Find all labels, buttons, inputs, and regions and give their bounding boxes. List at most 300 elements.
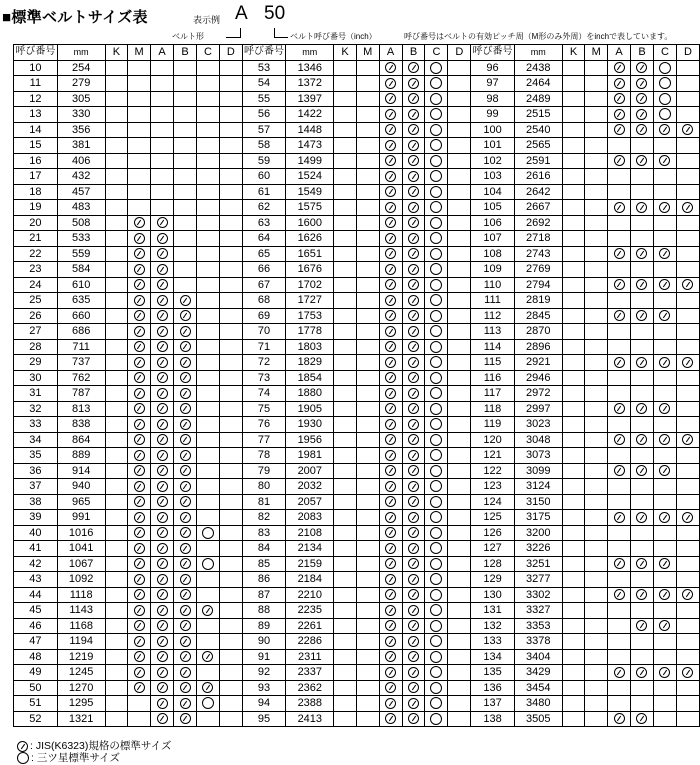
jis-standard-icon xyxy=(157,326,168,337)
jis-standard-icon xyxy=(659,403,670,414)
jis-standard-icon xyxy=(157,233,168,244)
length-mm-cell: 2667 xyxy=(514,200,562,216)
size-a-cell xyxy=(608,572,631,588)
mitsuboshi-standard-icon xyxy=(430,697,442,709)
length-mm-cell: 940 xyxy=(57,479,105,495)
size-c-cell xyxy=(653,169,676,185)
size-c-cell xyxy=(196,401,219,417)
size-d-cell xyxy=(448,169,471,185)
length-mm-cell: 381 xyxy=(57,138,105,154)
jis-standard-icon xyxy=(614,713,625,724)
size-b-cell xyxy=(631,107,654,123)
mitsuboshi-standard-icon xyxy=(659,77,671,89)
size-k-cell xyxy=(105,494,128,510)
size-m-cell xyxy=(585,107,608,123)
belt-size-table xyxy=(13,44,700,727)
length-mm-cell: 508 xyxy=(57,215,105,231)
belt-number-cell: 48 xyxy=(14,649,58,665)
size-d-cell xyxy=(448,122,471,138)
size-d-cell xyxy=(220,169,243,185)
size-m-cell xyxy=(585,262,608,278)
jis-standard-icon xyxy=(385,450,396,461)
jis-standard-icon xyxy=(385,620,396,631)
length-mm-cell: 2134 xyxy=(286,541,334,557)
size-b-cell xyxy=(174,587,197,603)
size-c-cell xyxy=(196,479,219,495)
legend-jis: : JIS(K6323)規格の標準サイズ xyxy=(17,738,172,753)
belt-number-cell: 66 xyxy=(242,262,286,278)
jis-standard-icon xyxy=(636,109,647,120)
size-c-cell xyxy=(425,122,448,138)
size-m-cell xyxy=(356,510,379,526)
size-m-cell xyxy=(128,355,151,371)
belt-number-cell: 17 xyxy=(14,169,58,185)
mitsuboshi-standard-icon xyxy=(430,294,442,306)
length-mm-cell: 2997 xyxy=(514,401,562,417)
size-d-cell xyxy=(448,541,471,557)
jis-standard-icon xyxy=(659,558,670,569)
leader-line xyxy=(274,37,288,38)
size-d-cell xyxy=(448,324,471,340)
jis-standard-icon xyxy=(157,450,168,461)
size-a-cell xyxy=(608,308,631,324)
mitsuboshi-standard-icon xyxy=(430,62,442,74)
mitsuboshi-standard-icon xyxy=(430,139,442,151)
col-header-b: B xyxy=(631,45,654,61)
size-a-cell xyxy=(608,370,631,386)
length-mm-cell: 3302 xyxy=(514,587,562,603)
mitsuboshi-standard-icon xyxy=(430,232,442,244)
size-a-cell xyxy=(151,215,174,231)
size-b-cell xyxy=(631,494,654,510)
length-mm-cell: 1956 xyxy=(286,432,334,448)
size-c-cell xyxy=(196,91,219,107)
jis-standard-icon xyxy=(636,248,647,259)
size-c-cell xyxy=(425,324,448,340)
jis-standard-icon xyxy=(134,310,145,321)
size-c-cell xyxy=(196,541,219,557)
jis-standard-icon xyxy=(636,713,647,724)
jis-standard-icon xyxy=(180,465,191,476)
size-a-cell xyxy=(379,262,402,278)
size-c-cell xyxy=(196,355,219,371)
jis-standard-icon xyxy=(180,403,191,414)
belt-number-cell: 37 xyxy=(14,479,58,495)
length-mm-cell: 2184 xyxy=(286,572,334,588)
size-m-cell xyxy=(585,200,608,216)
size-c-cell xyxy=(196,76,219,92)
size-m-cell xyxy=(585,76,608,92)
size-c-cell xyxy=(196,386,219,402)
length-mm-cell: 584 xyxy=(57,262,105,278)
size-k-cell xyxy=(105,76,128,92)
size-a-cell xyxy=(608,541,631,557)
length-mm-cell: 2108 xyxy=(286,525,334,541)
size-c-cell xyxy=(425,711,448,727)
size-b-cell xyxy=(174,572,197,588)
belt-number-cell: 34 xyxy=(14,432,58,448)
mitsuboshi-standard-icon xyxy=(430,542,442,554)
mitsuboshi-standard-icon xyxy=(202,697,214,709)
belt-number-cell: 42 xyxy=(14,556,58,572)
size-b-cell xyxy=(402,541,425,557)
size-k-cell xyxy=(562,401,585,417)
size-m-cell xyxy=(356,618,379,634)
size-a-cell xyxy=(151,510,174,526)
jis-standard-icon xyxy=(682,434,693,445)
size-m-cell xyxy=(585,587,608,603)
size-d-cell xyxy=(448,711,471,727)
size-k-cell xyxy=(105,680,128,696)
size-a-cell xyxy=(608,184,631,200)
size-b-cell xyxy=(402,91,425,107)
belt-number-cell: 103 xyxy=(471,169,515,185)
size-k-cell xyxy=(105,572,128,588)
table-row xyxy=(14,603,700,619)
length-mm-cell: 3404 xyxy=(514,649,562,665)
size-d-cell xyxy=(220,153,243,169)
size-d-cell xyxy=(448,463,471,479)
length-mm-cell: 1397 xyxy=(286,91,334,107)
size-b-cell xyxy=(174,107,197,123)
size-a-cell xyxy=(379,696,402,712)
size-c-cell xyxy=(653,711,676,727)
size-k-cell xyxy=(334,587,357,603)
jis-standard-icon xyxy=(385,78,396,89)
size-k-cell xyxy=(334,76,357,92)
jis-standard-icon xyxy=(408,295,419,306)
size-b-cell xyxy=(631,696,654,712)
size-a-cell xyxy=(151,293,174,309)
jis-standard-icon xyxy=(385,574,396,585)
size-a-cell xyxy=(608,200,631,216)
size-c-cell xyxy=(425,153,448,169)
size-d-cell xyxy=(448,494,471,510)
size-k-cell xyxy=(105,60,128,76)
length-mm-cell: 3099 xyxy=(514,463,562,479)
jis-standard-icon xyxy=(180,496,191,507)
size-a-cell xyxy=(151,541,174,557)
size-c-cell xyxy=(196,107,219,123)
table-row xyxy=(14,665,700,681)
belt-number-cell: 111 xyxy=(471,293,515,309)
size-d-cell xyxy=(448,308,471,324)
size-d-cell xyxy=(676,572,699,588)
size-m-cell xyxy=(128,231,151,247)
belt-number-cell: 65 xyxy=(242,246,286,262)
size-c-cell xyxy=(425,479,448,495)
size-a-cell xyxy=(608,277,631,293)
example-belt-type: A xyxy=(235,3,248,24)
size-a-cell xyxy=(151,618,174,634)
size-m-cell xyxy=(128,401,151,417)
jis-standard-icon xyxy=(408,496,419,507)
length-mm-cell: 1575 xyxy=(286,200,334,216)
length-mm-cell: 1499 xyxy=(286,153,334,169)
size-m-cell xyxy=(585,277,608,293)
size-b-cell xyxy=(631,370,654,386)
belt-number-cell: 22 xyxy=(14,246,58,262)
jis-standard-icon xyxy=(385,434,396,445)
jis-standard-icon xyxy=(614,403,625,414)
length-mm-cell: 2362 xyxy=(286,680,334,696)
size-a-cell xyxy=(608,153,631,169)
size-a-cell xyxy=(608,603,631,619)
size-m-cell xyxy=(356,494,379,510)
length-mm-cell: 737 xyxy=(57,355,105,371)
size-c-cell xyxy=(425,680,448,696)
belt-number-cell: 101 xyxy=(471,138,515,154)
size-k-cell xyxy=(334,231,357,247)
size-k-cell xyxy=(105,448,128,464)
size-m-cell xyxy=(128,603,151,619)
size-d-cell xyxy=(220,696,243,712)
table-row xyxy=(14,386,700,402)
belt-number-cell: 102 xyxy=(471,153,515,169)
length-mm-cell: 787 xyxy=(57,386,105,402)
jis-standard-icon xyxy=(636,620,647,631)
length-mm-cell: 2743 xyxy=(514,246,562,262)
size-m-cell xyxy=(585,293,608,309)
size-c-cell xyxy=(653,60,676,76)
jis-standard-icon xyxy=(408,543,419,554)
size-b-cell xyxy=(631,665,654,681)
jis-standard-icon xyxy=(134,388,145,399)
belt-number-cell: 121 xyxy=(471,448,515,464)
jis-standard-icon xyxy=(134,574,145,585)
size-a-cell xyxy=(608,215,631,231)
jis-standard-icon xyxy=(180,512,191,523)
size-c-cell xyxy=(653,386,676,402)
size-c-cell xyxy=(196,370,219,386)
size-d-cell xyxy=(220,246,243,262)
size-b-cell xyxy=(174,696,197,712)
size-a-cell xyxy=(151,60,174,76)
size-a-cell xyxy=(608,649,631,665)
size-d-cell xyxy=(448,634,471,650)
table-row xyxy=(14,370,700,386)
size-k-cell xyxy=(562,200,585,216)
jis-standard-icon xyxy=(636,357,647,368)
mitsuboshi-standard-icon xyxy=(430,713,442,725)
mitsuboshi-standard-icon xyxy=(430,651,442,663)
size-k-cell xyxy=(334,634,357,650)
size-k-cell xyxy=(334,649,357,665)
jis-standard-icon xyxy=(614,279,625,290)
size-m-cell xyxy=(356,153,379,169)
size-m-cell xyxy=(128,417,151,433)
belt-number-cell: 116 xyxy=(471,370,515,386)
jis-standard-icon xyxy=(659,667,670,678)
size-d-cell xyxy=(220,417,243,433)
belt-number-cell: 129 xyxy=(471,572,515,588)
size-d-cell xyxy=(676,200,699,216)
jis-standard-icon xyxy=(180,341,191,352)
size-m-cell xyxy=(585,448,608,464)
size-c-cell xyxy=(425,401,448,417)
belt-number-cell: 25 xyxy=(14,293,58,309)
size-d-cell xyxy=(676,107,699,123)
size-d-cell xyxy=(220,60,243,76)
jis-standard-icon xyxy=(385,248,396,259)
size-k-cell xyxy=(562,153,585,169)
size-m-cell xyxy=(356,479,379,495)
table-row xyxy=(14,711,700,727)
jis-standard-icon xyxy=(614,155,625,166)
size-b-cell xyxy=(174,634,197,650)
size-b-cell xyxy=(631,603,654,619)
size-a-cell xyxy=(379,479,402,495)
size-k-cell xyxy=(334,711,357,727)
size-a-cell xyxy=(379,665,402,681)
jis-standard-icon xyxy=(408,434,419,445)
size-d-cell xyxy=(220,386,243,402)
size-a-cell xyxy=(608,525,631,541)
jis-standard-icon xyxy=(408,388,419,399)
length-mm-cell: 2794 xyxy=(514,277,562,293)
jis-standard-icon xyxy=(614,248,625,259)
jis-standard-icon xyxy=(134,248,145,259)
size-a-cell xyxy=(379,634,402,650)
col-header-a: A xyxy=(608,45,631,61)
belt-number-cell: 134 xyxy=(471,649,515,665)
jis-standard-icon xyxy=(408,279,419,290)
jis-standard-icon xyxy=(134,326,145,337)
size-m-cell xyxy=(356,200,379,216)
belt-number-cell: 46 xyxy=(14,618,58,634)
size-d-cell xyxy=(448,401,471,417)
size-a-cell xyxy=(379,525,402,541)
belt-number-cell: 28 xyxy=(14,339,58,355)
jis-standard-icon xyxy=(157,636,168,647)
size-m-cell xyxy=(585,246,608,262)
jis-standard-icon xyxy=(636,512,647,523)
mitsuboshi-standard-icon xyxy=(430,108,442,120)
belt-number-cell: 86 xyxy=(242,572,286,588)
pitch-note: 呼び番号はベルトの有効ピッチ周（M形のみ外周）をinchで表しています。 xyxy=(404,32,673,41)
size-c-cell xyxy=(425,262,448,278)
size-a-cell xyxy=(151,138,174,154)
size-a-cell xyxy=(379,324,402,340)
size-c-cell xyxy=(425,76,448,92)
mitsuboshi-standard-icon xyxy=(430,496,442,508)
size-b-cell xyxy=(402,463,425,479)
size-a-cell xyxy=(379,122,402,138)
size-b-cell xyxy=(402,262,425,278)
length-mm-cell: 1219 xyxy=(57,649,105,665)
size-a-cell xyxy=(151,169,174,185)
length-mm-cell: 3251 xyxy=(514,556,562,572)
length-mm-cell: 2007 xyxy=(286,463,334,479)
size-k-cell xyxy=(562,184,585,200)
size-k-cell xyxy=(334,432,357,448)
col-header-m: M xyxy=(585,45,608,61)
table-row xyxy=(14,525,700,541)
size-a-cell xyxy=(379,572,402,588)
size-a-cell xyxy=(608,262,631,278)
table-row xyxy=(14,153,700,169)
size-a-cell xyxy=(379,448,402,464)
belt-number-cell: 122 xyxy=(471,463,515,479)
size-k-cell xyxy=(105,618,128,634)
length-mm-cell: 1981 xyxy=(286,448,334,464)
jis-standard-icon xyxy=(180,574,191,585)
size-d-cell xyxy=(448,618,471,634)
jis-standard-icon xyxy=(682,202,693,213)
length-mm-cell: 711 xyxy=(57,339,105,355)
jis-standard-icon xyxy=(682,667,693,678)
size-k-cell xyxy=(105,417,128,433)
length-mm-cell: 3226 xyxy=(514,541,562,557)
length-mm-cell: 1041 xyxy=(57,541,105,557)
size-m-cell xyxy=(128,60,151,76)
length-mm-cell: 2388 xyxy=(286,696,334,712)
col-header-mm: mm xyxy=(286,45,334,61)
belt-number-cell: 55 xyxy=(242,91,286,107)
size-d-cell xyxy=(220,463,243,479)
size-b-cell xyxy=(174,510,197,526)
size-d-cell xyxy=(448,510,471,526)
size-d-cell xyxy=(220,262,243,278)
size-a-cell xyxy=(379,417,402,433)
jis-standard-icon xyxy=(202,682,213,693)
size-d-cell xyxy=(220,401,243,417)
size-k-cell xyxy=(334,556,357,572)
size-c-cell xyxy=(196,649,219,665)
length-mm-cell: 2032 xyxy=(286,479,334,495)
size-k-cell xyxy=(105,649,128,665)
size-d-cell xyxy=(220,556,243,572)
size-m-cell xyxy=(585,386,608,402)
jis-standard-icon xyxy=(682,357,693,368)
jis-standard-icon xyxy=(385,512,396,523)
size-k-cell xyxy=(105,711,128,727)
table-row xyxy=(14,76,700,92)
size-c-cell xyxy=(653,401,676,417)
size-b-cell xyxy=(174,184,197,200)
example-belt-number: 50 xyxy=(264,3,286,24)
length-mm-cell: 3277 xyxy=(514,572,562,588)
size-a-cell xyxy=(379,76,402,92)
size-m-cell xyxy=(585,618,608,634)
size-d-cell xyxy=(676,494,699,510)
size-k-cell xyxy=(334,293,357,309)
size-b-cell xyxy=(402,122,425,138)
belt-number-cell: 39 xyxy=(14,510,58,526)
size-c-cell xyxy=(653,494,676,510)
size-b-cell xyxy=(402,417,425,433)
length-mm-cell: 356 xyxy=(57,122,105,138)
col-header-a: A xyxy=(151,45,174,61)
size-k-cell xyxy=(562,603,585,619)
mitsuboshi-standard-icon xyxy=(430,604,442,616)
size-d-cell xyxy=(448,417,471,433)
size-a-cell xyxy=(151,448,174,464)
jis-standard-icon xyxy=(180,357,191,368)
size-c-cell xyxy=(196,572,219,588)
size-c-cell xyxy=(196,184,219,200)
jis-standard-icon xyxy=(385,341,396,352)
belt-number-cell: 60 xyxy=(242,169,286,185)
size-d-cell xyxy=(220,184,243,200)
size-m-cell xyxy=(585,215,608,231)
mitsuboshi-standard-icon xyxy=(430,217,442,229)
size-a-cell xyxy=(379,541,402,557)
size-c-cell xyxy=(653,293,676,309)
size-m-cell xyxy=(585,231,608,247)
size-c-cell xyxy=(196,324,219,340)
jis-standard-icon xyxy=(614,202,625,213)
